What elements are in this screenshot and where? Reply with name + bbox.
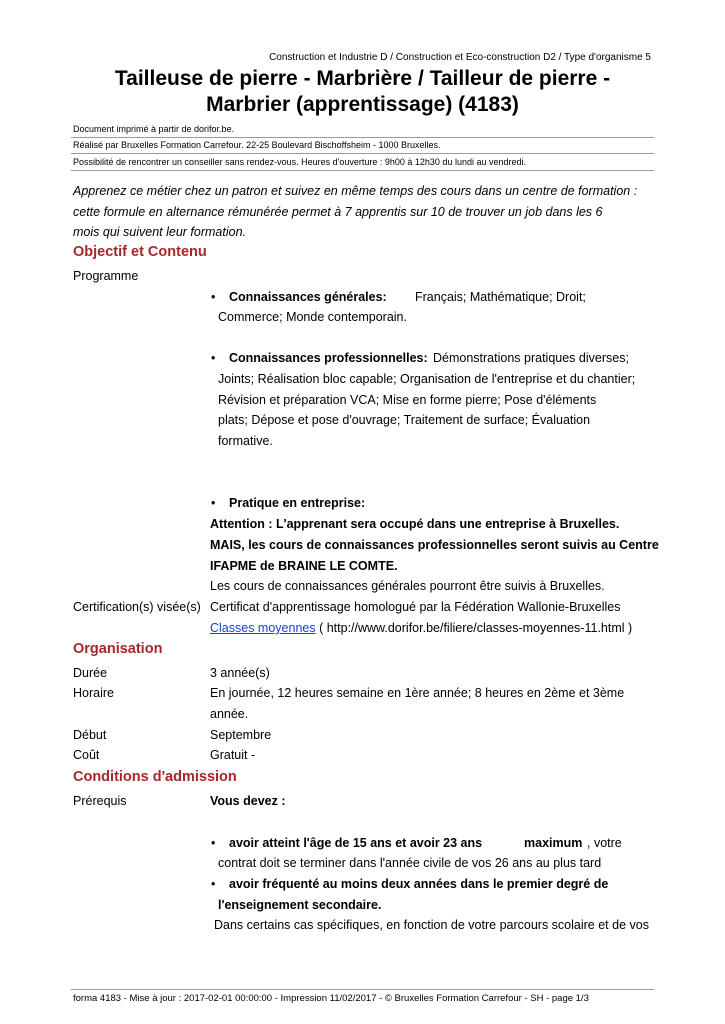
intro-line: Apprenez ce métier chez un patron et suivez en même temps des cours dans un centre de formation :	[73, 184, 638, 198]
intro-line: cette formule en alternance rémunérée permet à 7 apprentis sur 10 de trouver un job dans les 6	[73, 204, 603, 219]
general-knowledge-label: Connaissances générales:	[229, 290, 387, 304]
age-maximum: maximum	[524, 836, 583, 850]
programme-label: Programme	[73, 269, 139, 283]
professional-knowledge-line: plats; Dépose et pose d'ouvrage; Traitement de surface; Évaluation	[218, 413, 591, 427]
schooling-requirement-cont: l'enseignement secondaire.	[218, 898, 382, 912]
debut-value: Septembre	[210, 728, 272, 742]
intro-paragraph	[73, 181, 646, 243]
practice-label: Pratique en entreprise:	[229, 496, 366, 510]
age-requirement-cont: , votre	[587, 836, 622, 850]
section-heading-objectif: Objectif et Contenu	[73, 244, 207, 260]
section-heading-conditions: Conditions d'admission	[73, 769, 237, 785]
intro-line: mois qui suivent leur formation.	[73, 225, 246, 239]
debut-label: Début	[73, 728, 107, 742]
bullet: •	[211, 290, 216, 304]
certification-value: Certificat d'apprentissage homologué par la Fédération Wallonie-Bruxelles	[210, 600, 621, 614]
classes-moyennes-ref	[210, 618, 632, 639]
general-courses-note: Les cours de connaissances générales pourront être suivis à Bruxelles.	[210, 579, 605, 593]
meta-produced-by: Réalisé par Bruxelles Formation Carrefour. 22-25 Boulevard Bischoffsheim - 1000 Bruxelles.	[73, 140, 441, 150]
classes-moyennes-url: ( http://www.dorifor.be/filiere/classes-moyennes-11.html )	[315, 621, 633, 635]
professional-knowledge-line: formative.	[218, 434, 273, 448]
divider	[71, 153, 654, 154]
horaire-label: Horaire	[73, 686, 114, 700]
horaire-value-cont: année.	[210, 707, 249, 721]
bullet: •	[211, 836, 216, 850]
professional-knowledge-line: Joints; Réalisation bloc capable; Organisation de l'entreprise et du chantier;	[218, 372, 636, 386]
age-requirement: avoir atteint l'âge de 15 ans et avoir 23 ans	[229, 836, 483, 850]
bullet: •	[211, 496, 216, 510]
duree-value: 3 année(s)	[210, 666, 270, 680]
schooling-requirement: avoir fréquenté au moins deux années dans le premier degré de	[229, 877, 609, 891]
attention-notice: Attention : L'apprenant sera occupé dans une entreprise à Bruxelles.	[210, 517, 620, 531]
mais-notice: MAIS, les cours de connaissances professionnelles seront suivis au Centre	[210, 538, 659, 552]
cout-label: Coût	[73, 748, 100, 762]
vous-devez: Vous devez :	[210, 794, 286, 808]
divider	[71, 137, 654, 138]
title-line-2: Marbrier (apprentissage) (4183)	[206, 93, 519, 116]
professional-knowledge-text: Démonstrations pratiques diverses;	[433, 351, 629, 365]
classes-moyennes-link[interactable]: Classes moyennes	[210, 621, 316, 635]
prerequis-label: Prérequis	[73, 794, 127, 808]
meta-opening-hours: Possibilité de rencontrer un conseiller sans rendez-vous. Heures d'ouverture : 9h00 à 12h30 du lundi au vendredi.	[73, 157, 526, 167]
section-heading-organisation: Organisation	[73, 641, 163, 657]
bullet: •	[211, 877, 216, 891]
page-footer: forma 4183 - Mise à jour : 2017-02-01 00:00:00 - Impression 11/02/2017 - © Bruxelles Formation Carrefour - SH - page 1/3	[73, 993, 589, 1004]
meta-printed-from: Document imprimé à partir de dorifor.be.	[73, 124, 235, 134]
horaire-value: En journée, 12 heures semaine en 1ère année; 8 heures en 2ème et 3ème	[210, 686, 625, 700]
certification-label: Certification(s) visée(s)	[73, 600, 201, 614]
bullet: •	[211, 351, 216, 365]
general-knowledge-text-cont: Commerce; Monde contemporain.	[218, 310, 407, 324]
divider	[71, 170, 654, 171]
professional-knowledge-line: Révision et préparation VCA; Mise en forme pierre; Pose d'éléments	[218, 393, 597, 407]
cout-value: Gratuit -	[210, 748, 256, 762]
professional-knowledge-label: Connaissances professionnelles:	[229, 351, 428, 365]
duree-label: Durée	[73, 666, 108, 680]
mais-notice-cont: IFAPME de BRAINE LE COMTE.	[210, 559, 398, 573]
title-line-1: Tailleuse de pierre - Marbrière / Tailleur de pierre -	[114, 67, 611, 90]
specific-cases-text: Dans certains cas spécifiques, en fonction de votre parcours scolaire et de vos	[214, 918, 649, 932]
footer-divider	[71, 989, 654, 990]
page-title	[72, 66, 653, 118]
general-knowledge-text: Français; Mathématique; Droit;	[415, 290, 586, 304]
age-requirement-line2: contrat doit se terminer dans l'année civile de vos 26 ans au plus tard	[218, 856, 602, 870]
breadcrumb: Construction et Industrie D / Construction et Eco-construction D2 / Type d'organisme 5	[269, 52, 651, 63]
